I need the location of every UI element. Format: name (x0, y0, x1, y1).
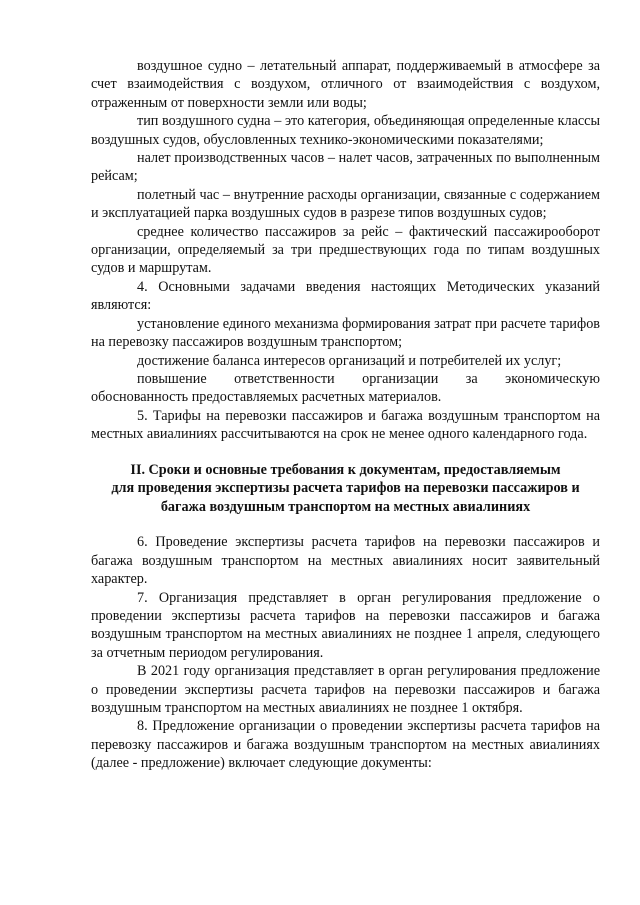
definition-production-hours: налет производственных часов – налет часов, затраченных по выполненным рейсам; (91, 150, 600, 185)
item-7-2021: В 2021 году организация представляет в орган регулирования предложение о проведении экспертизы расчета тарифов на перевозки пассажиров и багажа воздушным транспортом на местных авиалиниях не позднее 1 октября. (91, 663, 600, 716)
item-6: 6. Проведение экспертизы расчета тарифов на перевозки пассажиров и багажа воздушным транспортом на местных авиалиниях носит заявительный характер. (91, 534, 600, 588)
definition-average-passengers: среднее количество пассажиров за рейс – фактический пассажирооборот организации, определяемый за три предшествующих года по типам воздушных судов и маршрутам. (91, 223, 600, 277)
item-4-task-2: достижение баланса интересов организаций и потребителей их услуг; (137, 352, 562, 369)
item-8: 8. Предложение организации о проведении экспертизы расчета тарифов на перевозку пассажиров и багажа воздушным транспортом на местных авиалиниях (далее - предложение) включает следующие документы: (91, 718, 600, 772)
item-4-task-3: повышение ответственности организации за экономическую обоснованность предоставляемых расчетных материалов. (91, 370, 600, 406)
definition-aircraft-type: тип воздушного судна – это категория, объединяющая определенные классы воздушных судов, обусловленных технико-экономическими показателями; (91, 113, 600, 148)
section-2-title-line-3: багажа воздушным транспортом на местных авиалиниях (160, 498, 531, 515)
item-4-task-1: установление единого механизма формирования затрат при расчете тарифов на перевозку пассажиров воздушным транспортом; (91, 315, 600, 351)
definition-flight-hour: полетный час – внутренние расходы организации, связанные с содержанием и эксплуатацией парка воздушных судов в разрезе типов воздушных судов; (91, 186, 600, 222)
item-7: 7. Организация представляет в орган регулирования предложение о проведении экспертизы расчета тарифов на перевозки пассажиров и багажа воздушным транспортом на местных авиалиниях не позднее 1 апреля, следующего за отчетным периодом регулирования. (91, 589, 600, 661)
section-2-title-line-2: для проведения экспертизы расчета тарифов на перевозки пассажиров и (111, 480, 580, 497)
section-2-title-line-1: II. Сроки и основные требования к документам, предоставляемым (130, 461, 561, 478)
definition-aircraft: воздушное судно – летательный аппарат, поддерживаемый в атмосфере за счет взаимодействия с воздухом, отличного от взаимодействия с воздухом, отраженным от поверхности земли или воды; (91, 58, 600, 111)
section-2-title (91, 461, 600, 517)
item-4-intro: 4. Основными задачами введения настоящих Методических указаний являются: (91, 278, 600, 314)
item-5: 5. Тарифы на перевозки пассажиров и багажа воздушным транспортом на местных авиалиниях рассчитываются на срок не менее одного календарного года. (91, 407, 600, 443)
